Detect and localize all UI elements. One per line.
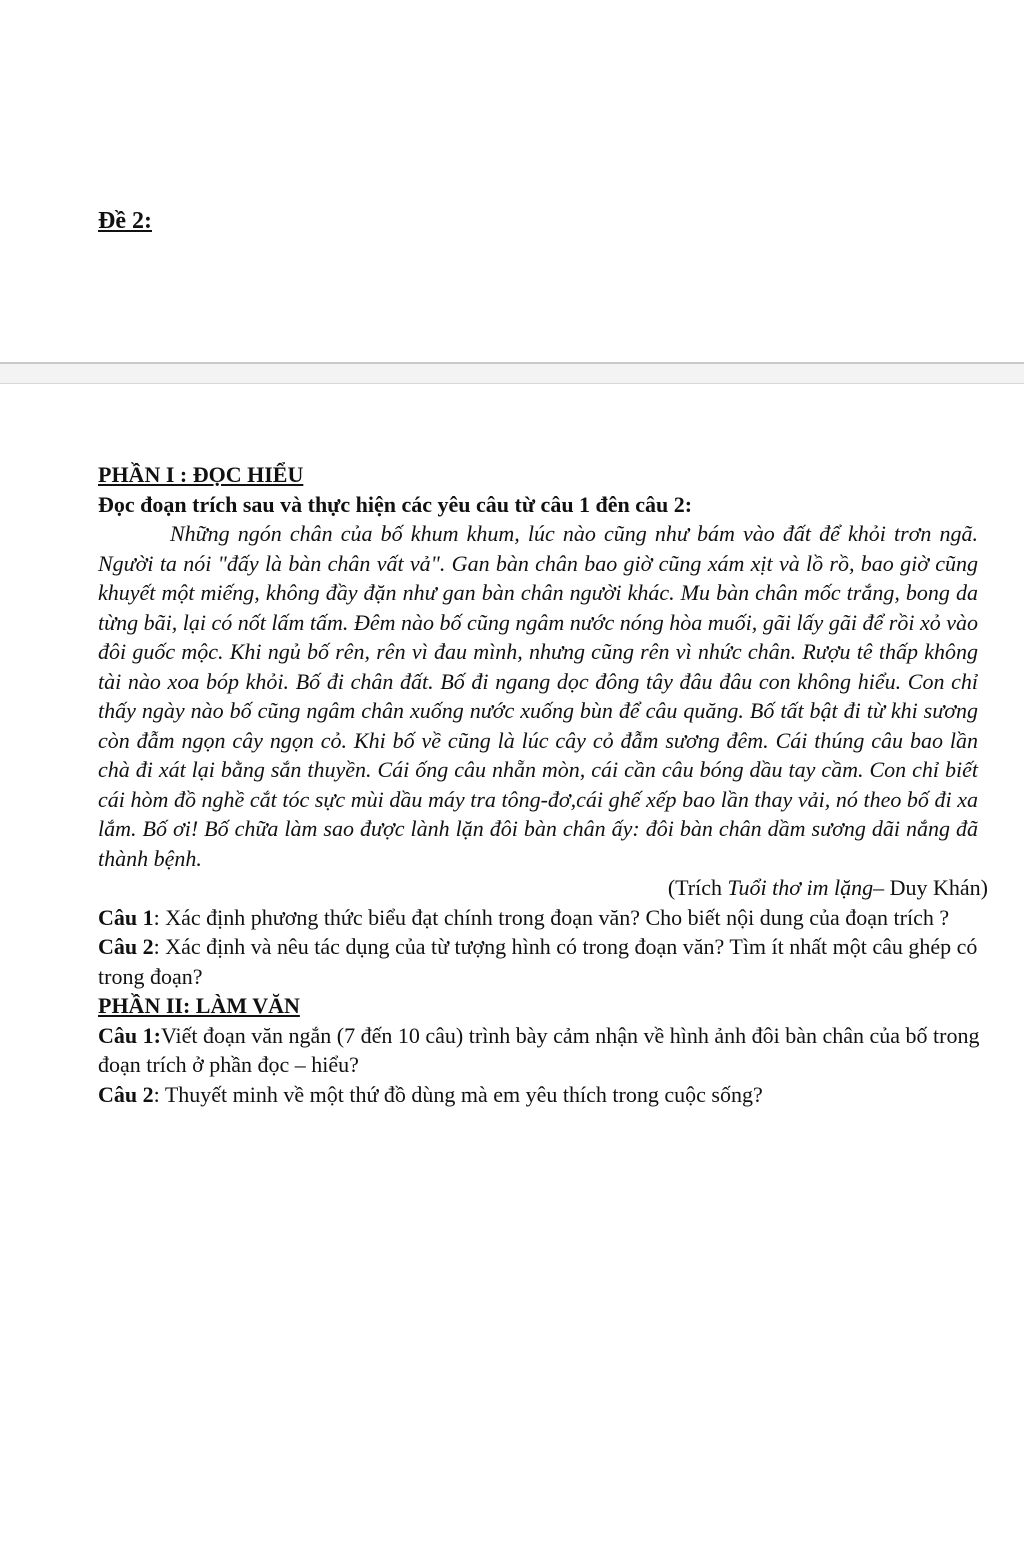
citation-work-title: Tuổi thơ im lặng xyxy=(727,875,874,900)
question-text: : Thuyết minh về một thứ đồ dùng mà em yêu thích trong cuộc sống? xyxy=(153,1081,763,1107)
part1-instruction: Đọc đoạn trích sau và thực hiện các yêu câu từ câu 1 đên câu 2: xyxy=(98,491,693,517)
question-label: Câu 2 xyxy=(98,1081,154,1107)
part1-question-1 xyxy=(98,903,988,933)
part2-question-2 xyxy=(98,1080,988,1110)
passage-citation xyxy=(98,873,988,903)
exam-heading: Đề 2: xyxy=(98,208,152,234)
question-text: : Xác định phương thức biểu đạt chính trong đoạn văn? Cho biết nội dung của đoạn trích ? xyxy=(153,904,950,930)
part2-question-1 xyxy=(98,1021,988,1080)
citation-author: – Duy Khán) xyxy=(873,875,988,900)
question-text: Viết đoạn văn ngắn (7 đến 10 câu) trình bày cảm nhận về hình ảnh đôi bàn chân của bố trong đoạn trích ở phần đọc – hiểu? xyxy=(98,1022,980,1077)
question-label: Câu 1 xyxy=(98,904,154,930)
question-text: : Xác định và nêu tác dụng của từ tượng hình có trong đoạn văn? Tìm ít nhất một câu ghép có trong đoạn? xyxy=(98,934,978,989)
citation-prefix: (Trích xyxy=(667,875,728,900)
question-label: Câu 1: xyxy=(98,1022,161,1048)
document-body xyxy=(98,460,988,1109)
page-break-divider xyxy=(0,362,1024,384)
reading-passage: Những ngón chân của bố khum khum, lúc nào cũng như bám vào đất để khỏi trơn ngã. Người ta nói "đấy là bàn chân vất vả". Gan bàn chân bao giờ cũng xám xịt và lồ rồ, bao giờ cũng khuyết một miếng, không đầy đặn như gan bàn chân người khác. Mu bàn chân mốc trắng, bong da từng bãi, lại có nốt lấm tấm. Đêm nào bố cũng ngâm nước nóng hòa muối, gãi lấy gãi để rồi xỏ vào đôi guốc mộc. Khi ngủ bố rên, rên vì đau mình, nhưng cũng rên vì nhức chân. Rượu tê thấp không tài nào xoa bóp khỏi. Bố đi chân đất. Bố đi ngang dọc đông tây đâu đâu con không hiểu. Con chỉ thấy ngày nào bố cũng ngâm chân xuống nước xuống bùn để câu quăng. Bố tất bật đi từ khi sương còn đẫm ngọn cây ngọn cỏ. Khi bố về cũng là lúc cây cỏ đẫm sương đêm. Cái thúng câu bao lần chà đi xát lại bằng sắn thuyền. Cái ống câu nhẵn mòn, cái cần câu bóng dầu tay cầm. Con chỉ biết cái hòm đồ nghề cắt tóc sực mùi dầu máy tra tông-đơ,cái ghế xếp bao lần thay vải, nó theo bố đi xa lắm. Bố ơi! Bố chữa làm sao được lành lặn đôi bàn chân ấy: đôi bàn chân dầm sương dãi nắng đã thành bệnh. xyxy=(98,521,978,871)
part1-question-2 xyxy=(98,932,988,991)
part1-title: PHẦN I : ĐỌC HIỂU xyxy=(98,462,304,487)
question-label: Câu 2 xyxy=(98,934,154,959)
part2-title: PHẦN II: LÀM VĂN xyxy=(98,993,300,1018)
